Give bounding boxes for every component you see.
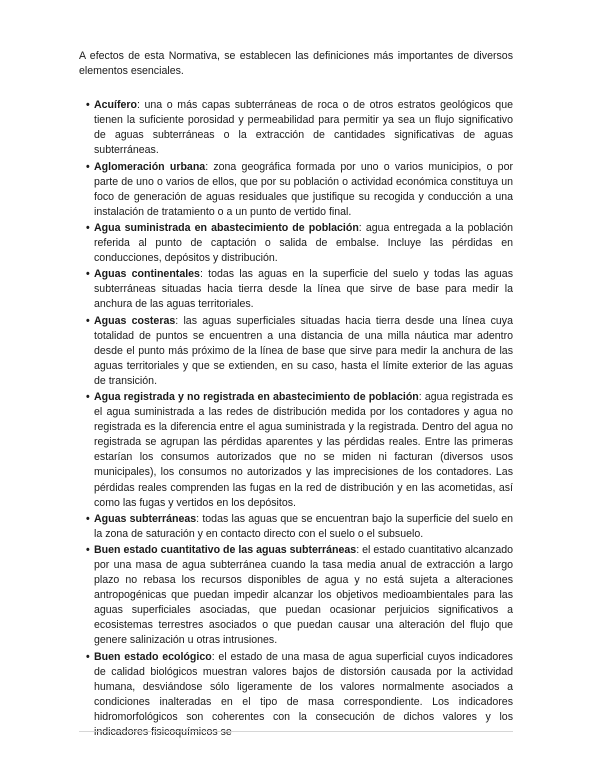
definition-item (94, 98, 513, 158)
definition-item (94, 314, 513, 389)
definition-text: : zona geográfica formada por uno o varios municipios, o por parte de uno o varios de ellos, que por su población o actividad económica constituya un foco de generación de aguas residuales que justifique su recogida y conducción a una instalación de tratamiento o a un punto de vertido final. (94, 160, 513, 218)
definition-text: : todas las aguas que se encuentran bajo la superficie del suelo en la zona de saturación y en contacto directo con el suelo o el subsuelo. (94, 512, 513, 540)
footer-divider (79, 731, 513, 732)
definition-item (94, 650, 513, 741)
definition-text: : agua registrada es el agua suministrada a las redes de distribución medida por los contadores y agua no registrada es la diferencia entre el agua suministrada y la registrada. Dentro del agua no registrada se agrupan las pérdidas aparentes y las pérdidas reales. Entre las primeras estarían los consumos autorizados que no se miden ni facturan (diversos usos municipales), los consumos no autorizados y las imprecisiones de los contadores. Las pérdidas reales comprenden las fugas en la red de distribución y en las acometidas, así como las fugas y vertidos en los depósitos. (94, 390, 513, 509)
definition-term: Aglomeración urbana (94, 160, 206, 173)
definition-term: Agua suministrada en abastecimiento de población (94, 221, 359, 234)
definition-item (94, 512, 513, 542)
definition-item (94, 390, 513, 511)
definition-item (94, 543, 513, 649)
definition-item (94, 267, 513, 312)
definition-item (94, 160, 513, 220)
definition-item (94, 221, 513, 266)
definition-text: : las aguas superficiales situadas hacia tierra desde una línea cuya totalidad de puntos se encuentren a una distancia de una milla náutica mar adentro desde el punto más próximo de la línea de base que sirve para medir la anchura de las aguas territoriales y que se extienden, en su caso, hasta el límite exterior de las aguas de transición. (94, 314, 513, 387)
definition-text: : agua entregada a la población referida al punto de captación o salida de embalse. Incluye las pérdidas en conducciones, depósitos y distribución. (94, 221, 514, 265)
definitions-list (79, 98, 513, 740)
definition-term: Agua registrada y no registrada en abastecimiento de población (94, 390, 419, 403)
definition-text: : el estado de una masa de agua superficial cuyos indicadores de calidad biológicos muestran valores bajos de distorsión causada por la actividad humana, desviándose sólo ligeramente de los valores normalmente asociados a condiciones inalteradas en el tipo de masa correspondiente. Los indicadores hidromorfológicos son coherentes con la consecución de dichos valores y los indicadores fisicoquímicos se (94, 650, 513, 739)
definition-term: Buen estado ecológico (94, 650, 212, 663)
definition-text: : una o más capas subterráneas de roca o de otros estratos geológicos que tienen la suficiente porosidad y permeabilidad para permitir ya sea un flujo significativo de aguas subterráneas o la extracción de cantidades significativas de aguas subterráneas. (94, 99, 513, 157)
definition-term: Aguas continentales (94, 268, 200, 281)
intro-paragraph: A efectos de esta Normativa, se establecen las definiciones más importantes de diversos elementos esenciales. (79, 50, 513, 78)
definition-text: : todas las aguas en la superficie del suelo y todas las aguas subterráneas situadas hacia tierra desde la línea que sirve de base para medir la anchura de las aguas territoriales. (94, 268, 513, 311)
definition-term: Acuífero (94, 99, 137, 112)
definition-term: Buen estado cuantitativo de las aguas subterráneas (94, 543, 357, 556)
definition-text: : el estado cuantitativo alcanzado por una masa de agua subterránea cuando la tasa media anual de extracción a largo plazo no rebasa los recursos disponibles de agua y no está sujeta a alteraciones antropogénicas que puedan impedir alcanzar los objetivos medioambientales para las aguas superficiales asociadas, que puedan ocasionar perjuicios significativos a ecosistemas terrestres asociados o que puedan causar una alteración del flujo que genere salinización u otras intrusiones. (94, 543, 514, 647)
definition-term: Aguas costeras (94, 314, 176, 327)
document-body (79, 49, 513, 741)
definition-term: Aguas subterráneas (94, 512, 197, 525)
